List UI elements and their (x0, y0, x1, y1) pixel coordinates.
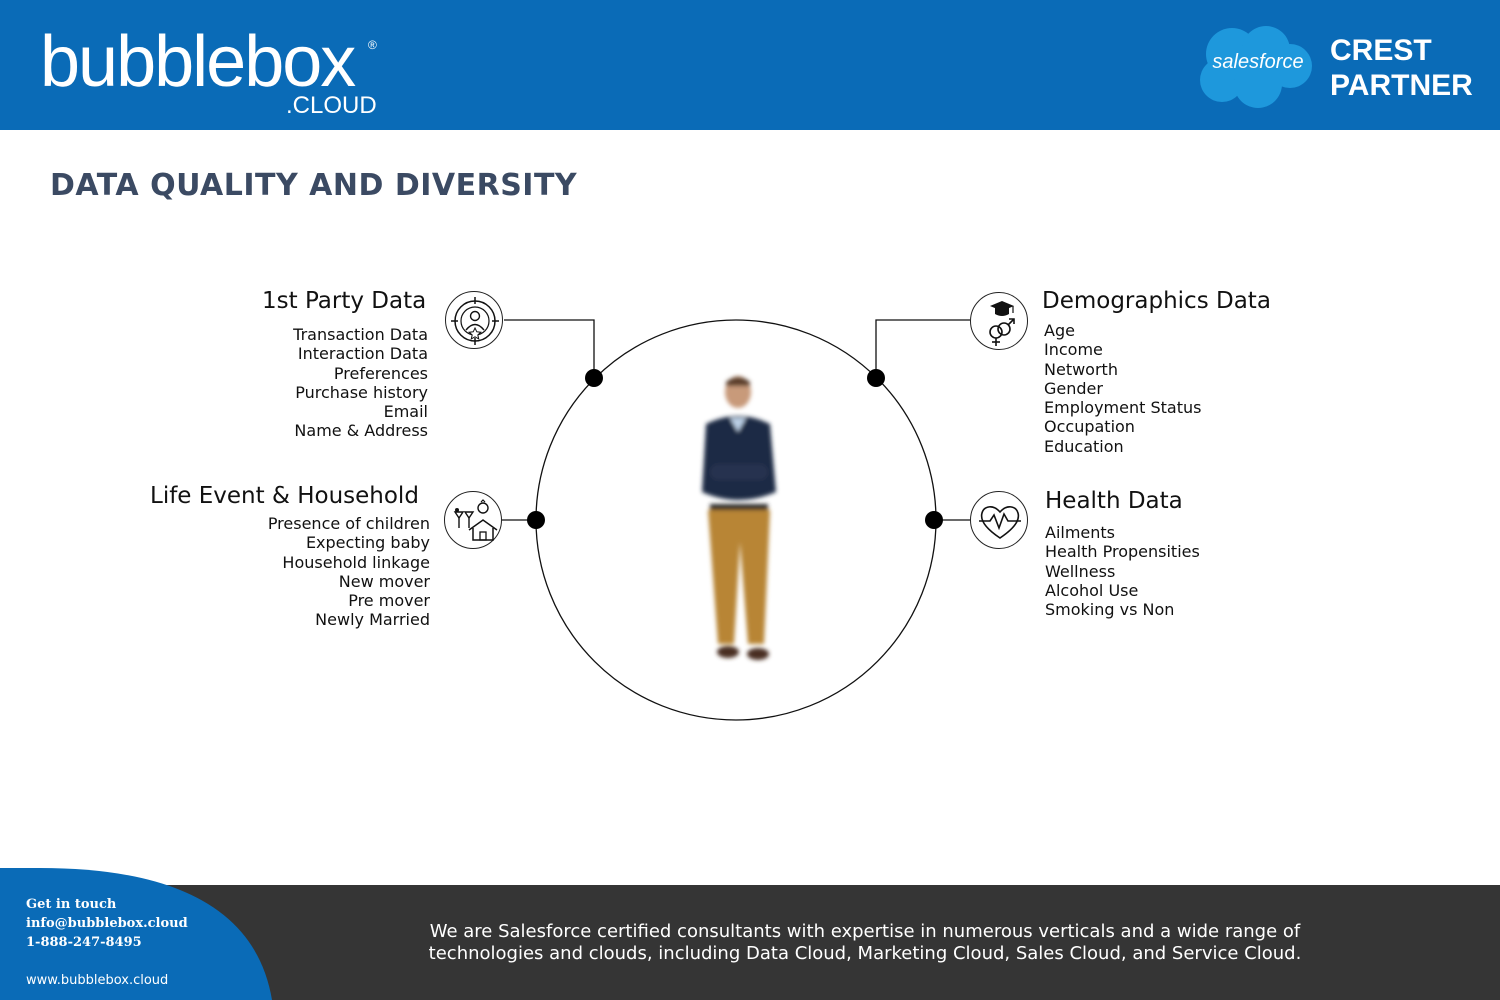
contact-phone[interactable]: 1-888-247-8495 (26, 935, 142, 950)
health-node (925, 511, 943, 529)
list-item: Pre mover (348, 591, 430, 611)
partner-level-line-1: CREST (1330, 34, 1432, 67)
salesforce-logo-text: salesforce (1212, 51, 1304, 73)
list-item: Gender (1044, 378, 1103, 398)
health-title: Health Data (1045, 488, 1183, 514)
list-item: Networth (1044, 359, 1118, 379)
life-event-list (268, 514, 430, 630)
list-item: Age (1044, 321, 1075, 340)
first-party-list (293, 325, 428, 441)
family-home-icon (444, 491, 502, 549)
list-item: Wellness (1045, 561, 1116, 581)
demographics-connector (876, 320, 970, 378)
list-item: Transaction Data (293, 325, 428, 344)
website-link[interactable]: www.bubblebox.cloud (26, 973, 169, 988)
list-item: Email (383, 402, 428, 422)
list-item: Occupation (1044, 417, 1135, 437)
list-item: Expecting baby (305, 533, 430, 553)
demographics-node (867, 369, 885, 387)
contact-heading: Get in touch (26, 897, 117, 912)
page-title: DATA QUALITY AND DIVERSITY (50, 168, 578, 203)
life-event-node (527, 511, 545, 529)
logo-wordmark: bubblebox (40, 22, 355, 102)
demographics-list (1044, 321, 1201, 456)
list-item: Newly Married (315, 610, 430, 630)
footer-description-line-1: We are Salesforce certified consultants with expertise in numerous verticals and a wide range of (429, 921, 1301, 942)
list-item: Purchase history (295, 382, 428, 402)
list-item: Health Propensities (1045, 542, 1200, 562)
footer-description (380, 921, 1350, 965)
health-list (1045, 523, 1200, 619)
list-item: Income (1044, 340, 1103, 360)
list-item: Household linkage (282, 552, 430, 572)
life-event-title: Life Event & Household (150, 483, 419, 509)
list-item: Employment Status (1044, 398, 1202, 418)
list-item: New mover (338, 571, 430, 591)
list-item: Name & Address (294, 421, 428, 441)
heart-pulse-icon (970, 491, 1028, 549)
demographics-title: Demographics Data (1042, 288, 1271, 314)
first-party-node (585, 369, 603, 387)
person-image (690, 372, 790, 672)
list-item: Interaction Data (297, 344, 428, 364)
first-party-connector (504, 320, 594, 378)
list-item: Education (1044, 436, 1124, 456)
registered-mark: ® (368, 38, 377, 52)
logo-domain-suffix: .CLOUD (286, 92, 377, 119)
list-item: Ailments (1045, 523, 1116, 542)
list-item: Preferences (333, 363, 428, 383)
list-item: Presence of children (267, 514, 430, 533)
list-item: Smoking vs Non (1045, 600, 1175, 620)
graduation-gender-icon (970, 292, 1028, 350)
footer-description-line-2: technologies and clouds, including Data Cloud, Marketing Cloud, Sales Cloud, and Service Cloud. (428, 943, 1302, 964)
first-party-title: 1st Party Data (262, 288, 427, 314)
partner-level-line-2: PARTNER (1330, 69, 1473, 102)
list-item: Alcohol Use (1045, 580, 1139, 600)
contact-email[interactable]: info@bubblebox.cloud (26, 916, 188, 931)
target-person-icon (445, 291, 503, 349)
